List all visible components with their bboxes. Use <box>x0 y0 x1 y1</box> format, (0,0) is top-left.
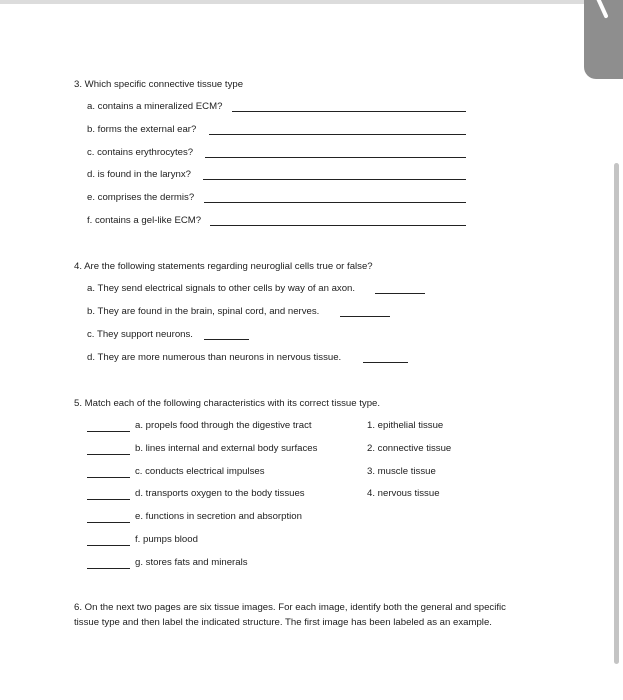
q5-match-blank-e[interactable] <box>87 522 130 523</box>
question-3-prompt: 3. Which specific connective tissue type <box>74 79 244 90</box>
q4-answer-blank-a[interactable] <box>375 293 425 294</box>
q4-item-d: d. They are more numerous than neurons in nervous tissue. <box>87 352 342 363</box>
q3-answer-blank-d[interactable] <box>203 179 466 180</box>
overlay-tab[interactable] <box>584 0 623 79</box>
q5-tissue-type-3: 3. muscle tissue <box>367 466 436 477</box>
q4-answer-blank-d[interactable] <box>363 362 408 363</box>
q3-answer-blank-b[interactable] <box>209 134 466 135</box>
q3-item-f: f. contains a gel-like ECM? <box>87 215 202 226</box>
q5-characteristic-d: d. transports oxygen to the body tissues <box>135 488 305 499</box>
q5-match-blank-c[interactable] <box>87 477 130 478</box>
q5-match-blank-f[interactable] <box>87 545 130 546</box>
q5-tissue-type-2: 2. connective tissue <box>367 443 452 454</box>
scrollbar[interactable] <box>614 163 619 664</box>
q4-answer-blank-b[interactable] <box>340 316 390 317</box>
q5-match-blank-b[interactable] <box>87 454 130 455</box>
q4-item-c: c. They support neurons. <box>87 329 193 340</box>
swipe-handle-icon <box>592 0 622 40</box>
question-4-prompt: 4. Are the following statements regarding neuroglial cells true or false? <box>74 261 373 272</box>
q5-match-blank-d[interactable] <box>87 499 130 500</box>
q5-characteristic-f: f. pumps blood <box>135 534 198 545</box>
q5-tissue-type-4: 4. nervous tissue <box>367 488 440 499</box>
q5-match-blank-g[interactable] <box>87 568 130 569</box>
question-6-line-1: 6. On the next two pages are six tissue images. For each image, identify both the general and specific <box>74 602 506 613</box>
q5-tissue-type-1: 1. epithelial tissue <box>367 420 444 431</box>
question-5-prompt: 5. Match each of the following characteristics with its correct tissue type. <box>74 398 381 409</box>
q3-item-c: c. contains erythrocytes? <box>87 147 194 158</box>
top-border <box>0 0 623 4</box>
q5-characteristic-e: e. functions in secretion and absorption <box>135 511 302 522</box>
q5-characteristic-b: b. lines internal and external body surfaces <box>135 443 318 454</box>
q3-answer-blank-f[interactable] <box>210 225 466 226</box>
q3-answer-blank-a[interactable] <box>232 111 466 112</box>
q3-item-a: a. contains a mineralized ECM? <box>87 101 223 112</box>
q3-item-d: d. is found in the larynx? <box>87 169 191 180</box>
q3-item-b: b. forms the external ear? <box>87 124 197 135</box>
q5-characteristic-g: g. stores fats and minerals <box>135 557 248 568</box>
q3-item-e: e. comprises the dermis? <box>87 192 195 203</box>
q5-characteristic-c: c. conducts electrical impulses <box>135 466 265 477</box>
question-6-line-2: tissue type and then label the indicated structure. The first image has been labeled as an example. <box>74 617 492 628</box>
q5-match-blank-a[interactable] <box>87 431 130 432</box>
q4-item-b: b. They are found in the brain, spinal cord, and nerves. <box>87 306 320 317</box>
q4-item-a: a. They send electrical signals to other cells by way of an axon. <box>87 283 356 294</box>
q3-answer-blank-c[interactable] <box>205 157 466 158</box>
q5-characteristic-a: a. propels food through the digestive tract <box>135 420 312 431</box>
q4-answer-blank-c[interactable] <box>204 339 249 340</box>
q3-answer-blank-e[interactable] <box>204 202 466 203</box>
